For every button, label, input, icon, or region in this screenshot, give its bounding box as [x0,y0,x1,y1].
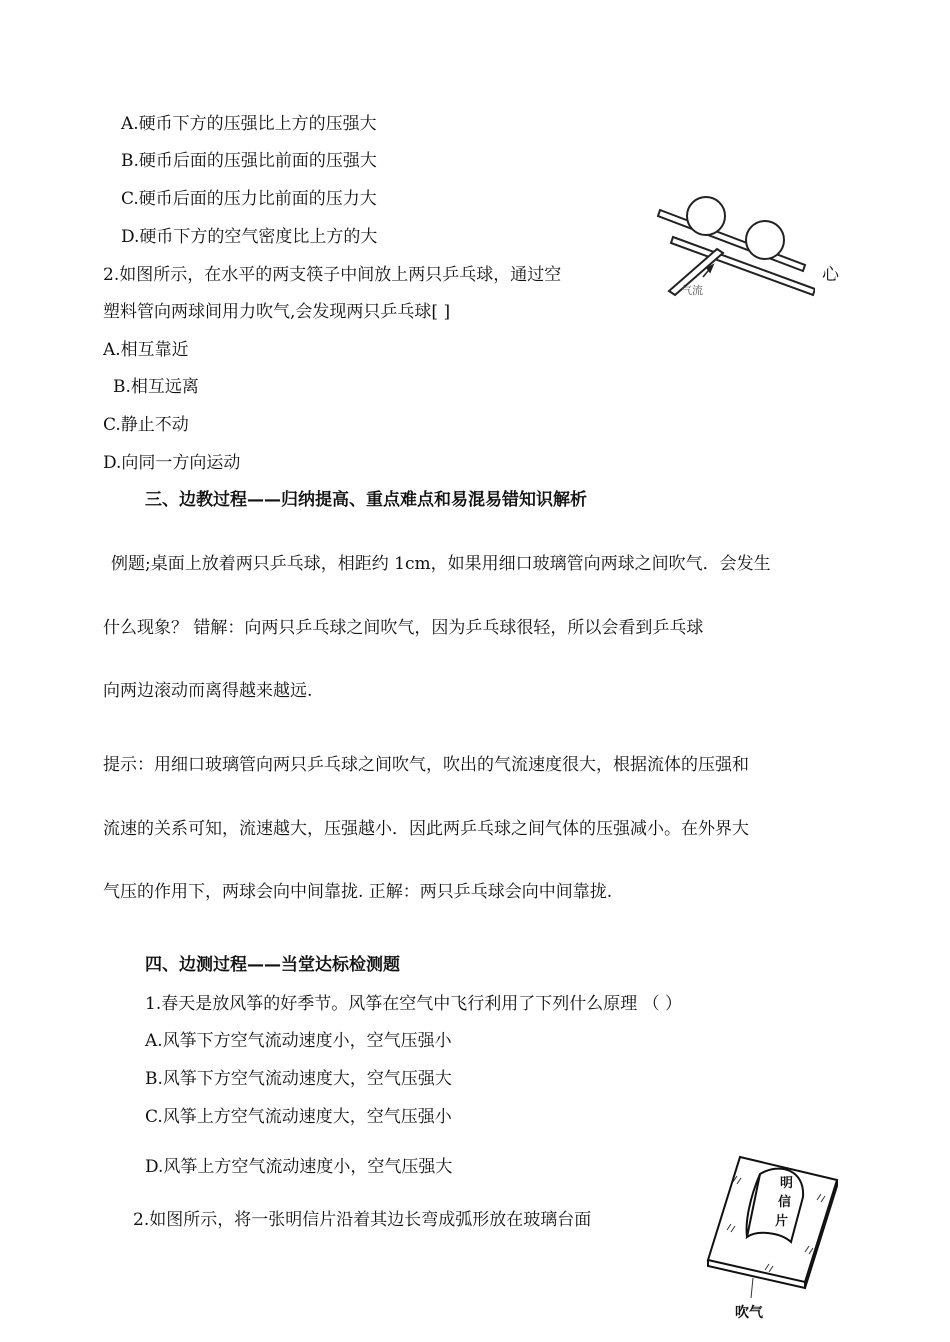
section4-q1-option-d: D.风筝上方空气流动速度小，空气压强大 [145,1157,453,1177]
section3-line-6: 气压的作用下，两球会向中间靠拢. 正解：两只乒乓球会向中间靠拢. [103,882,613,902]
section4-q1-option-b: B.风筝下方空气流动速度大，空气压强大 [145,1069,452,1089]
q2-stem-line1-tail: 心 [822,265,839,285]
section3-line-2: 什么现象？ 错解：向两只乒乓球之间吹气，因为乒乓球很轻，所以会看到乒乓球 [103,618,704,638]
card-char-1: 明 [780,1176,794,1191]
section4-q1-option-c: C.风筝上方空气流动速度大，空气压强小 [145,1107,452,1127]
ping-pong-figure [655,185,815,300]
section3-line-3: 向两边滚动而离得越来越远. [103,681,313,701]
blow-label: 吹气 [735,1305,763,1321]
q1-option-d: D.硬币下方的空气密度比上方的大 [121,227,378,247]
airflow-label: 气流 [681,284,703,297]
section4-q1-option-a: A.风筝下方空气流动速度小，空气压强小 [145,1031,452,1051]
postcard-figure [705,1152,845,1302]
q2-option-b: B.相互远离 [113,377,199,397]
section4-q1-stem: 1.春天是放风筝的好季节。风筝在空气中飞行利用了下列什么原理 （ ） [145,994,683,1014]
section3-line-1: 例题;桌面上放着两只乒乓球，相距约 1cm，如果用细口玻璃管向两球之间吹气．会发生 [111,554,771,574]
q2-option-d: D.向同一方向运动 [103,453,241,473]
section3-line-4: 提示：用细口玻璃管向两只乒乓球之间吹气，吹出的气流速度很大，根据流体的压强和 [103,755,749,775]
q2-option-a: A.相互靠近 [103,340,189,360]
q2-stem-line1: 2.如图所示，在水平的两支筷子中间放上两只乒乓球，通过空 [103,265,562,285]
section4-q2-stem: 2.如图所示，将一张明信片沿着其边长弯成弧形放在玻璃台面 [133,1210,592,1230]
q2-stem-line2: 塑料管向两球间用力吹气,会发现两只乒乓球[ ] [103,302,451,322]
card-char-3: 片 [775,1214,789,1229]
q1-option-a: A.硬币下方的压强比上方的压强大 [121,114,377,134]
q1-option-c: C.硬币后面的压力比前面的压力大 [121,189,377,209]
card-char-2: 信 [778,1195,792,1210]
q1-option-b: B.硬币后面的压强比前面的压强大 [121,151,377,171]
q2-option-c: C.静止不动 [103,415,189,435]
section3-heading: 三、边教过程——归纳提高、重点难点和易混易错知识解析 [145,490,587,510]
section4-heading: 四、边测过程——当堂达标检测题 [145,955,400,975]
section3-line-5: 流速的关系可知，流速越大，压强越小．因此两乒乓球之间气体的压强减小。在外界大 [103,819,749,839]
